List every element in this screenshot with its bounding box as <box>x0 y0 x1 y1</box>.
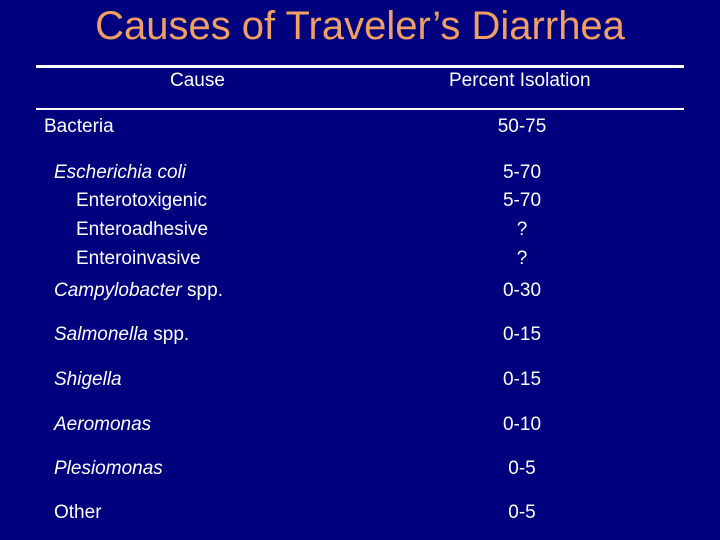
percent-cell: 0-15 <box>502 324 542 345</box>
table-row <box>0 502 720 532</box>
slide-title: Causes of Traveler’s Diarrhea <box>95 4 625 48</box>
table-row <box>0 414 720 444</box>
percent-cell: 0-30 <box>502 280 542 301</box>
table-row <box>0 324 720 354</box>
cause-cell: Bacteria <box>44 116 114 137</box>
cause-cell: Plesiomonas <box>54 458 163 479</box>
cause-cell: Aeromonas <box>54 414 152 435</box>
cause-cell: Shigella <box>54 369 122 390</box>
column-header-percent: Percent Isolation <box>449 70 591 91</box>
percent-cell: 5-70 <box>502 162 542 183</box>
header-bottom-rule <box>36 108 684 110</box>
cause-cell: Salmonella spp. <box>54 324 190 345</box>
percent-cell: ? <box>516 219 528 240</box>
percent-cell: 0-5 <box>508 502 536 523</box>
table-row <box>0 458 720 488</box>
cause-cell: Campylobacter spp. <box>54 280 223 301</box>
table-row <box>0 162 720 192</box>
table-row <box>0 248 720 278</box>
table-row <box>0 369 720 399</box>
table-row <box>0 219 720 249</box>
cause-cell: Enterotoxigenic <box>76 190 207 211</box>
percent-cell: 0-15 <box>502 369 542 390</box>
cause-cell: Enteroinvasive <box>76 248 201 269</box>
header-top-rule <box>36 65 684 68</box>
percent-cell: 5-70 <box>502 190 542 211</box>
table-row <box>0 190 720 220</box>
cause-cell: Escherichia coli <box>54 162 186 183</box>
table-row <box>0 116 720 146</box>
percent-cell: ? <box>516 248 528 269</box>
percent-cell: 0-10 <box>502 414 542 435</box>
column-header-cause: Cause <box>170 70 225 91</box>
percent-cell: 0-5 <box>508 458 536 479</box>
table-row <box>0 280 720 310</box>
percent-cell: 50-75 <box>497 116 547 137</box>
cause-cell: Enteroadhesive <box>76 219 209 240</box>
cause-cell: Other <box>54 502 102 523</box>
